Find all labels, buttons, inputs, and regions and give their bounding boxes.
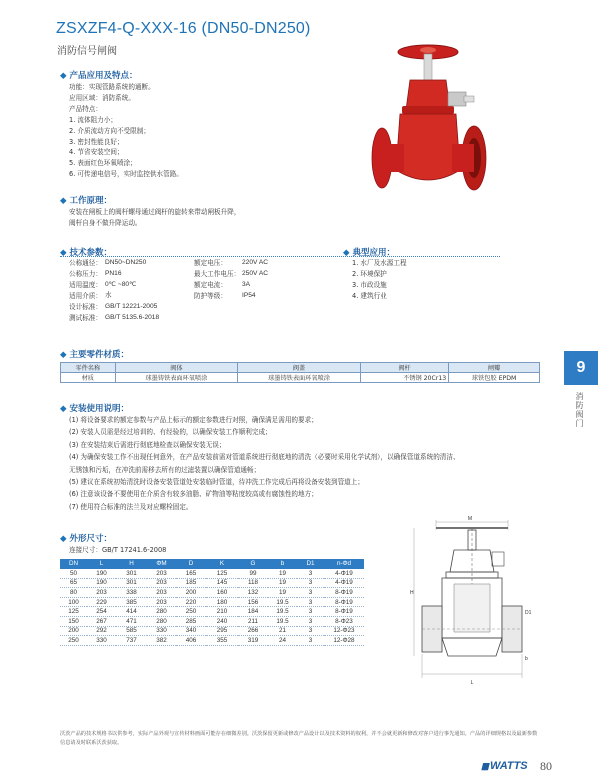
dimensions-cell: 385 [116, 597, 147, 607]
param-row: 公称压力： PN16 [69, 269, 122, 278]
diamond-bullet-icon: ◆ [60, 248, 67, 258]
product-name: 消防信号闸阀 [57, 46, 117, 57]
install-list [69, 414, 460, 513]
dimensions-cell: 8-Φ19 [324, 588, 364, 598]
parts-cell: 球墨铸铁表面环氧喷涂 [115, 373, 238, 383]
dimensions-cell: 125 [206, 569, 238, 579]
dimensions-header-cell: D1 [297, 559, 324, 569]
features-line: 应用区域：消防系统。 [69, 93, 135, 102]
dimensions-header-cell: ΦM [147, 559, 176, 569]
dimensions-cell: 99 [238, 569, 268, 579]
dimensions-cell: 240 [206, 617, 238, 627]
diamond-bullet-icon: ◆ [343, 248, 350, 258]
dimensions-cell: 19 [268, 569, 297, 579]
dimensions-cell: 267 [87, 617, 116, 627]
chapter-tab: 9 [564, 351, 598, 385]
dimensions-cell: 330 [87, 636, 116, 646]
dimensions-cell: 295 [206, 626, 238, 636]
tech-heading: ◆ 技术参数： [60, 248, 113, 258]
valve-drawing [398, 514, 538, 694]
parts-header-cell: 阀杆 [360, 363, 448, 373]
dimensions-cell: 165 [176, 569, 206, 579]
dimensions-cell: 330 [147, 626, 176, 636]
dimensions-header-cell: n-Φd [324, 559, 364, 569]
param-row: 适用温度： 0℃ ~80℃ [69, 280, 137, 289]
install-item: (2) 安装人员需是经过培训的、有经验的，以确保安装工作顺利完成； [69, 428, 272, 437]
dimensions-cell: 585 [116, 626, 147, 636]
dimensions-header-cell: b [268, 559, 297, 569]
dimensions-cell: 355 [206, 636, 238, 646]
parts-cell: 球墨铸铁表面环氧喷涂 [238, 373, 361, 383]
disclaimer-text: 沃茨产品的技术规格书以供参考，实际产品外观与宣传材料画面可能存在细微差别。沃茨保留更新或修改产品设计以及技术资料的权利，并不会就更新和修改对客户进行事先通知。产品的详细规格以及最新参数信息请及时联系沃茨获取。 [60, 731, 538, 746]
dimensions-cell: 156 [238, 597, 268, 607]
dimensions-cell: 203 [147, 588, 176, 598]
dimensions-cell: 132 [238, 588, 268, 598]
dimensions-row [60, 626, 364, 636]
drawing-label-b: b [525, 656, 528, 662]
dimensions-cell: 185 [176, 578, 206, 588]
dimensions-cell: 406 [176, 636, 206, 646]
parts-header-cell: 阀盖 [238, 363, 361, 373]
dimensions-cell: 19.5 [268, 617, 297, 627]
diamond-bullet-icon: ◆ [60, 71, 67, 81]
dimensions-header-cell: K [206, 559, 238, 569]
dimensions-cell: 319 [238, 636, 268, 646]
dimensions-row [60, 636, 364, 646]
dimensions-cell: 229 [87, 597, 116, 607]
drawing-label-l: L [470, 680, 474, 686]
parts-cell: 不锈钢 20Cr13 [360, 373, 448, 383]
param-row: 适用介质： 水 [69, 291, 112, 300]
install-item: (1) 将设备要求的额定参数与产品上标示的额定参数进行对照，确保满足需用的要求； [69, 416, 318, 424]
dimensions-cell: 160 [206, 588, 238, 598]
page-number: 80 [540, 759, 552, 773]
diamond-bullet-icon: ◆ [60, 350, 67, 360]
dimensions-header-row [60, 559, 364, 569]
dimensions-cell: 8-Φ23 [324, 617, 364, 627]
install-item: (5) 建议在系统初始清洗时设备安装管道处安装临时管道，待冲洗工作完成后再将设备安装到管道上； [69, 478, 364, 487]
dimensions-cell: 301 [116, 569, 147, 579]
dimensions-cell: 280 [147, 607, 176, 617]
dimensions-cell: 19.5 [268, 597, 297, 607]
dimensions-cell: 65 [60, 578, 87, 588]
dimensions-cell: 150 [60, 617, 87, 627]
install-item: (3) 在安装结束后需进行彻底地检查以确保安装无误； [69, 440, 226, 449]
applications-list [352, 258, 407, 302]
dimensions-header-cell: H [116, 559, 147, 569]
dimensions-cell: 203 [147, 597, 176, 607]
features-line: 1. 流体阻力小； [69, 115, 117, 124]
dimensions-cell: 118 [238, 578, 268, 588]
parts-row [61, 373, 540, 383]
features-line: 产品特点： [69, 104, 102, 113]
param-row: 额定电流： 3A [194, 280, 251, 289]
dimensions-cell: 125 [60, 607, 87, 617]
dimensions-cell: 19 [268, 578, 297, 588]
dimensions-cell: 3 [297, 607, 324, 617]
dimensions-cell: 4-Φ19 [324, 569, 364, 579]
dimensions-row [60, 569, 364, 579]
parts-heading: ◆ 主要零件材质： [60, 350, 130, 360]
dimensions-cell: 285 [176, 617, 206, 627]
features-line: 功能：实现管路系统的通断。 [69, 83, 155, 91]
dimensions-cell: 3 [297, 578, 324, 588]
principle-heading: ◆ 工作原理： [60, 196, 113, 206]
dimensions-row [60, 597, 364, 607]
dimensions-row [60, 607, 364, 617]
principle-line: 阀杆自身不做升降运动。 [69, 218, 142, 227]
features-line: 4. 节省安装空间； [69, 148, 124, 157]
dimensions-cell: 203 [147, 578, 176, 588]
dimensions-row [60, 588, 364, 598]
features-line: 6. 可传递电信号，实时监控供水管路。 [69, 170, 183, 179]
dimensions-cell: 80 [60, 588, 87, 598]
dimensions-cell: 100 [60, 597, 87, 607]
dimensions-cell: 414 [116, 607, 147, 617]
principle-text [69, 207, 240, 229]
features-line: 2. 介质流动方向不受限制； [69, 126, 150, 135]
dimensions-header-cell: DN [60, 559, 87, 569]
parts-table [60, 362, 540, 383]
applications-heading: ◆ 典型应用： [343, 248, 396, 258]
dimensions-cell: 24 [268, 636, 297, 646]
dimensions-cell: 200 [60, 626, 87, 636]
watts-logo: ▮▮ WATTS [481, 760, 528, 772]
parts-header-cell: 零件名称 [61, 363, 116, 373]
param-row: 公称通径： DN50~DN250 [69, 259, 147, 267]
dimensions-cell: 211 [238, 617, 268, 627]
dimensions-cell: 203 [87, 588, 116, 598]
dimensions-cell: 19.5 [268, 607, 297, 617]
dimensions-cell: 292 [87, 626, 116, 636]
dimensions-cell: 8-Φ19 [324, 607, 364, 617]
dimensions-cell: 737 [116, 636, 147, 646]
param-row: 测试标准： GB/T 5135.6-2018 [69, 313, 160, 322]
param-row: 设计标准： GB/T 12221-2005 [69, 302, 158, 311]
dimensions-cell: 338 [116, 588, 147, 598]
dimensions-cell: 301 [116, 578, 147, 588]
parts-cell: 球铁包胶 EPDM [449, 373, 540, 383]
dimensions-cell: 4-Φ19 [324, 578, 364, 588]
dimensions-cell: 180 [206, 597, 238, 607]
dimensions-cell: 184 [238, 607, 268, 617]
features-line: 5. 表面红色环氧喷涂； [69, 159, 137, 168]
dimensions-cell: 203 [147, 569, 176, 579]
install-item: (6) 注意该设备不要使用在介质含有较多油脂、矿物油等粘度较高或有腐蚀性的地方； [69, 490, 318, 499]
diamond-bullet-icon: ◆ [60, 196, 67, 206]
dimensions-cell: 250 [176, 607, 206, 617]
parts-header-cell: 闸瓣 [449, 363, 540, 373]
dimensions-cell: 190 [87, 569, 116, 579]
dimensions-cell: 145 [206, 578, 238, 588]
drawing-label-d1: D1 [525, 610, 532, 616]
chapter-label: 消防阀门 [575, 392, 584, 428]
dimensions-cell: 340 [176, 626, 206, 636]
dimensions-header-cell: D [176, 559, 206, 569]
dimensions-cell: 210 [206, 607, 238, 617]
tech-params-right [194, 258, 322, 302]
dimensions-cell: 3 [297, 588, 324, 598]
dimensions-cell: 3 [297, 626, 324, 636]
dimensions-cell: 3 [297, 636, 324, 646]
drawing-label-m: M [467, 516, 473, 522]
param-row: 防护等级： IP54 [194, 291, 256, 300]
dimensions-table [60, 559, 364, 646]
features-line: 3. 密封性能良好； [69, 137, 124, 146]
param-row: 最大工作电压： 250V AC [194, 269, 269, 278]
install-item: 无锈蚀和污垢，在冲洗前需移去所有的过滤装置以确保管道通畅； [69, 465, 261, 474]
dimensions-header-cell: L [87, 559, 116, 569]
dimensions-cell: 220 [176, 597, 206, 607]
diamond-bullet-icon: ◆ [60, 534, 67, 544]
dimensions-row [60, 617, 364, 627]
dimensions-cell: 8-Φ19 [324, 597, 364, 607]
features-heading: ◆ 产品应用及特点： [60, 71, 138, 81]
drawing-label-h: H [410, 590, 414, 596]
dimensions-cell: 266 [238, 626, 268, 636]
install-item: (7) 使用符合标准的法兰及对应螺栓固定。 [69, 502, 193, 511]
install-item: (4) 为确保安装工作不出现任何意外，在产品安装前需对管道系统进行彻底地的清洗（必要时采用化学试剂），以确保管道系统的清洁、 [69, 453, 460, 462]
principle-line: 安装在闸板上的阀杆螺母通过阀杆的旋转来带动闸板升降， [69, 208, 241, 216]
diamond-bullet-icon: ◆ [60, 404, 67, 414]
dimensions-cell: 12-Φ23 [324, 626, 364, 636]
dimensions-heading: ◆ 外形尺寸： [60, 534, 113, 544]
valve-photo [352, 40, 502, 210]
parts-cell: 材质 [61, 373, 116, 383]
param-row: 额定电压： 220V AC [194, 259, 269, 267]
tech-params-left [69, 258, 185, 323]
logo-mark-icon: ▮▮ [481, 761, 487, 771]
application-item: 4. 建筑行业 [352, 291, 387, 300]
parts-header-row [61, 363, 540, 373]
features-list [69, 82, 183, 180]
dimensions-cell: 3 [297, 597, 324, 607]
application-item: 2. 环境保护 [352, 269, 387, 278]
dimensions-cell: 19 [268, 588, 297, 598]
tech-divider [60, 256, 500, 257]
dimensions-cell: 382 [147, 636, 176, 646]
dimensions-cell: 3 [297, 569, 324, 579]
dimensions-header-cell: G [238, 559, 268, 569]
dimensions-cell: 471 [116, 617, 147, 627]
dimensions-cell: 190 [87, 578, 116, 588]
install-heading: ◆ 安装使用说明： [60, 404, 130, 414]
dimensions-row [60, 578, 364, 588]
parts-header-cell: 阀体 [115, 363, 238, 373]
dimensions-cell: 21 [268, 626, 297, 636]
dimensions-cell: 12-Φ28 [324, 636, 364, 646]
application-item: 3. 市政设施 [352, 280, 387, 289]
application-item: 1. 水厂及水源工程 [352, 259, 407, 267]
dimensions-cell: 254 [87, 607, 116, 617]
dimensions-cell: 200 [176, 588, 206, 598]
product-model-title: ZSXZF4-Q-XXX-16 (DN50-DN250) [56, 20, 311, 37]
dimensions-cell: 250 [60, 636, 87, 646]
dimensions-standard: 连接尺寸：GB/T 17241.6-2008 [69, 546, 167, 554]
dimensions-cell: 50 [60, 569, 87, 579]
dimensions-cell: 3 [297, 617, 324, 627]
dimensions-cell: 280 [147, 617, 176, 627]
